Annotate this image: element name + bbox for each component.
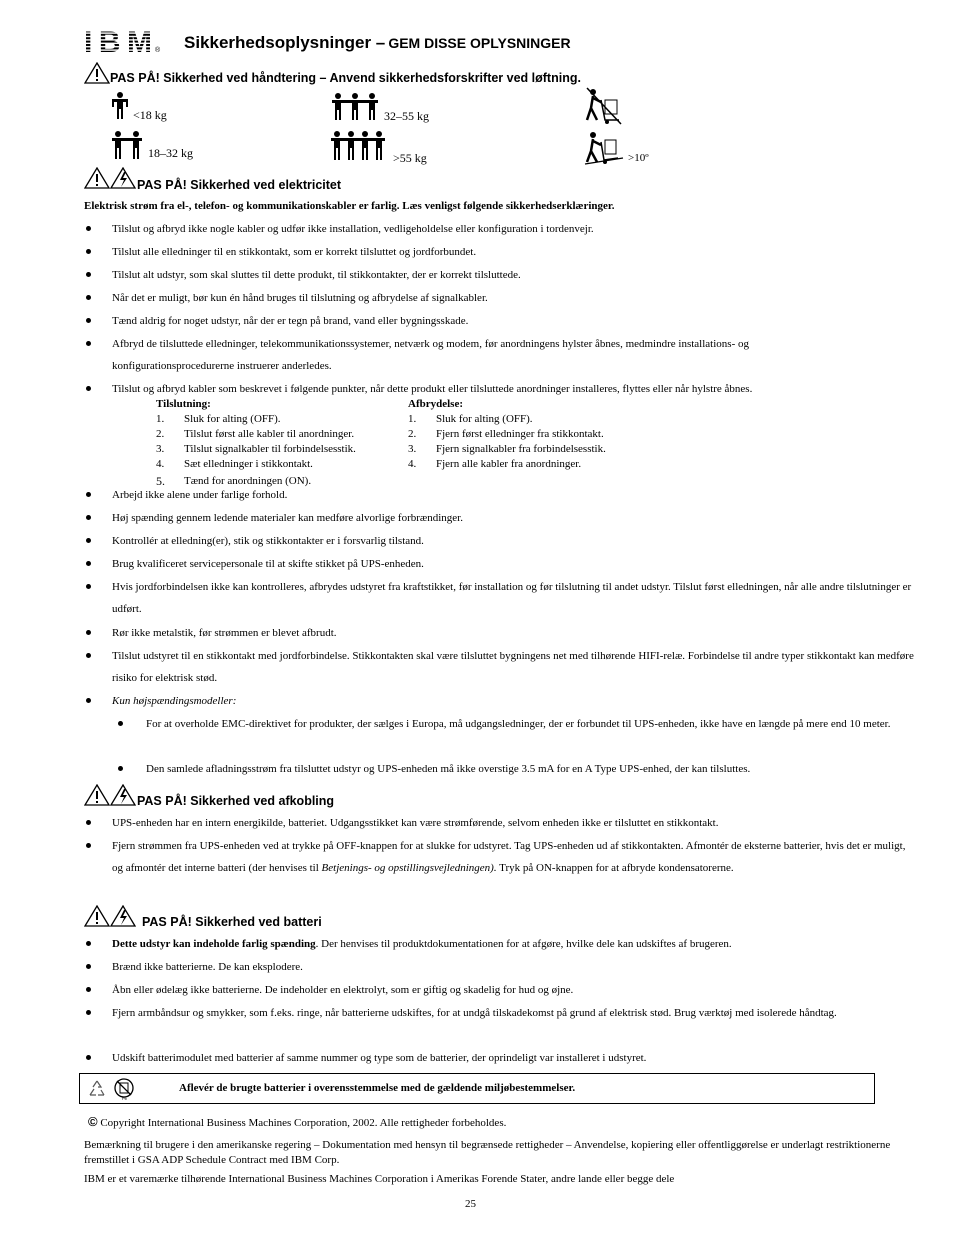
warning-electric-icon [84, 784, 136, 806]
copyright-line [84, 1114, 884, 1131]
svg-text:Pb: Pb [122, 1096, 127, 1101]
list-item: Den samlede afladningsstrøm fra tilsluttet udstyr og UPS-enheden må ikke overstige 3.5 mA for en A Type UPS-enhed, der kan tilsluttes. [118, 758, 918, 780]
list-item: UPS-enheden har en intern energikilde, batteriet. Udgangsstikket kan være strømførende, selvom enheden ikke er tilsluttet en stikkontakt. [86, 812, 916, 834]
list-item: Arbejd ikke alene under farlige forhold. [86, 484, 916, 506]
step: Tilslut signalkabler til forbindelsesstik. [184, 443, 356, 455]
list-item: Tilslut alle elledninger til en stikkontakt, som er korrekt tilsluttet og jordforbundet. [86, 241, 916, 263]
step: Fjern signalkabler fra forbindelsesstik. [436, 443, 606, 455]
warning-triangle-icon [84, 62, 110, 84]
battery-notice-text: Aflevér de brugte batterier i overensstemmelse med de gældende miljøbestemmelser. [179, 1082, 576, 1094]
no-hand-truck-icon [583, 86, 623, 129]
no-trash-icon [113, 1077, 135, 1104]
ibm-logo-icon [84, 27, 156, 57]
list-item: Dette udstyr kan indeholde farlig spænding. Der henvises til produktdokumentationen for at afgøre, hvilke dele kan udskiftes af brugeren. [86, 933, 916, 955]
copyright-symbol: © [88, 1114, 98, 1129]
disconnect-steps: Afbrydelse: 1. Sluk for alting (OFF). 2. Fjern først elledninger fra stikkontakt. 3. Fjern signalkabler fra forbindelsesstik. 4. Fjern alle kabler fra anordninger. [408, 398, 606, 470]
list-item: Fjern armbåndsur og smykker, som f.eks. ringe, når batterierne udskiftes, for at undgå tilskadekomst på grund af elektrisk stød. Brug værktøj med isolerede håndtag. [86, 1002, 916, 1024]
list-item: Udskift batterimodulet med batterier af samme nummer og type som de batterier, der oprindeligt var installeret i udstyret. [86, 1047, 916, 1069]
connect-heading: Tilslutning: [156, 398, 211, 410]
list-item: Når det er muligt, bør kun én hånd bruges til tilslutning og afbrydelse af signalkabler. [86, 287, 916, 309]
page-number: 25 [465, 1198, 476, 1210]
list-item: Tilslut udstyret til en stikkontakt med jordforbindelse. Stikkontakten skal være tilsluttet bygningens net med tilhørende HIFI-relæ. Forbindelse til andre typer stikkontakt kan medføre risiko for elektrisk stød. [86, 645, 916, 689]
list-item: Tilslut alt udstyr, som skal sluttes til dette produkt, til stikkontakter, der er korrekt tilsluttede. [86, 264, 916, 286]
disconnect-heading: Afbrydelse: [408, 398, 463, 410]
electric-intro: Elektrisk strøm fra el-, telefon- og kommunikationskabler er farlig. Læs venligst følgende sikkerhedserklæringer. [84, 200, 615, 212]
ibm-logo [84, 27, 156, 57]
hand-truck-slope-icon [583, 130, 625, 169]
government-note: Bemærkning til brugere i den amerikanske regering – Dokumentation med hensyn til begrænsede rettigheder – Anvendelse, kopiering eller offentliggørelse er underlagt restriktionerne fremstillet i GSA ADP Schedule Contract med IBM Corp. [84, 1139, 891, 1166]
one-person-lift-icon [111, 91, 129, 124]
list-item: Rør ikke metalstik, før strømmen er blevet afbrudt. [86, 622, 916, 644]
copyright-text: Copyright International Business Machines Corporation, 2002. Alle rettigheder forbeholdes. [100, 1117, 507, 1129]
weight-label-under-18: <18 kg [133, 108, 167, 122]
trademark-note: IBM er et varemærke tilhørende International Business Machines Corporation i Amerikas Forende Stater, andre lande eller begge dele [84, 1173, 675, 1185]
step: Fjern alle kabler fra anordninger. [436, 458, 582, 470]
list-item: Hvis jordforbindelsen ikke kan kontrolleres, afbrydes udstyret fra kraftstikket, før installation og før tilslutning til andet udstyr. Tilslut først elledningen, når alle andre tilslutninger er udført. [86, 576, 916, 620]
list-item: Tænd aldrig for noget udstyr, når der er tegn på brand, vand eller bygningsskade. [86, 310, 916, 332]
title-sub: GEM DISSE OPLYSNINGER [388, 35, 571, 51]
title-main: Sikkerhedsoplysninger – [184, 33, 386, 52]
battery-disposal-notice [79, 1073, 875, 1104]
step: Tænd for anordningen (ON). [184, 475, 312, 487]
step: Sluk for alting (OFF). [436, 413, 533, 425]
three-person-lift-icon [331, 92, 379, 125]
step: Fjern først elledninger fra stikkontakt. [436, 428, 604, 440]
weight-label-over-55: >55 kg [393, 151, 427, 165]
two-person-lift-icon [111, 130, 143, 165]
weight-label-32-55: 32–55 kg [384, 109, 429, 123]
battery-heading: PAS PÅ! Sikkerhed ved batteri [142, 915, 322, 929]
step: Tilslut først alle kabler til anordninger. [184, 428, 355, 440]
registered-mark: ® [155, 47, 161, 54]
warning-electric-icon [84, 905, 136, 927]
electric-heading: PAS PÅ! Sikkerhed ved elektricitet [137, 178, 342, 192]
decoupling-heading: PAS PÅ! Sikkerhed ved afkobling [137, 794, 335, 808]
svg-text:IBM: IBM [84, 27, 152, 57]
step: Sæt elledninger i stikkontakt. [184, 458, 313, 470]
four-person-lift-icon [331, 130, 385, 167]
list-item: Brug kvalificeret servicepersonale til at skifte stikket på UPS-enheden. [86, 553, 916, 575]
step: Sluk for alting (OFF). [184, 413, 281, 425]
handling-heading: PAS PÅ! Sikkerhed ved håndtering – Anvend sikkerhedsforskrifter ved løftning. [110, 71, 581, 85]
list-item: Kun højspændingsmodeller: [86, 690, 916, 712]
list-item: Brænd ikke batterierne. De kan eksplodere. [86, 956, 916, 978]
page-title [184, 33, 571, 53]
weight-label-18-32: 18–32 kg [148, 146, 193, 160]
list-item: Tilslut og afbryd ikke nogle kabler og udfør ikke installation, vedligeholdelse eller konfiguration i tordenvejr. [86, 218, 916, 240]
list-item: Kontrollér at elledning(er), stik og stikkontakter er i forsvarlig tilstand. [86, 530, 916, 552]
recycle-icon [87, 1079, 107, 1102]
list-item: Afbryd de tilsluttede elledninger, telekommunikationssystemer, netværk og modem, før anordningens hylster åbnes, medmindre installations- og konfigurationsprocedurerne instruerer anderledes. [86, 333, 866, 377]
list-item: Fjern strømmen fra UPS-enheden ved at trykke på OFF-knappen for at slukke for udstyret. Tag UPS-enheden ud af stikkontakten. Afmontér de eksterne batterier, hvis det er muligt, og afmontér det interne batteri (der henvises til Betjenings- og opstillingsvejledningen). Tryk på ON-knappen for at afbryde kondensatorerne. [86, 835, 916, 879]
weight-label-slope: >10º [628, 152, 649, 164]
connect-steps: Tilslutning: 1. Sluk for alting (OFF). 2. Tilslut først alle kabler til anordninger. 3. Tilslut signalkabler til forbindelsesstik. 4. Sæt elledninger i stikkontakt. 5. Tænd for anordningen (ON). [156, 398, 356, 488]
warning-electric-icon [84, 167, 136, 189]
list-item: Høj spænding gennem ledende materialer kan medføre alvorlige forbrændinger. [86, 507, 916, 529]
list-item: Tilslut og afbryd kabler som beskrevet i følgende punkter, når dette produkt eller tilsluttede anordninger installeres, flyttes eller når hylstre åbnes. [86, 378, 916, 400]
list-item: Åbn eller ødelæg ikke batterierne. De indeholder en elektrolyt, som er giftig og skadelig for hud og øjne. [86, 979, 916, 1001]
list-item: For at overholde EMC-direktivet for produkter, der sælges i Europa, må udgangsledninger, der er forbundet til UPS-enheden, ikke have en længde på mere end 10 meter. [118, 713, 918, 735]
